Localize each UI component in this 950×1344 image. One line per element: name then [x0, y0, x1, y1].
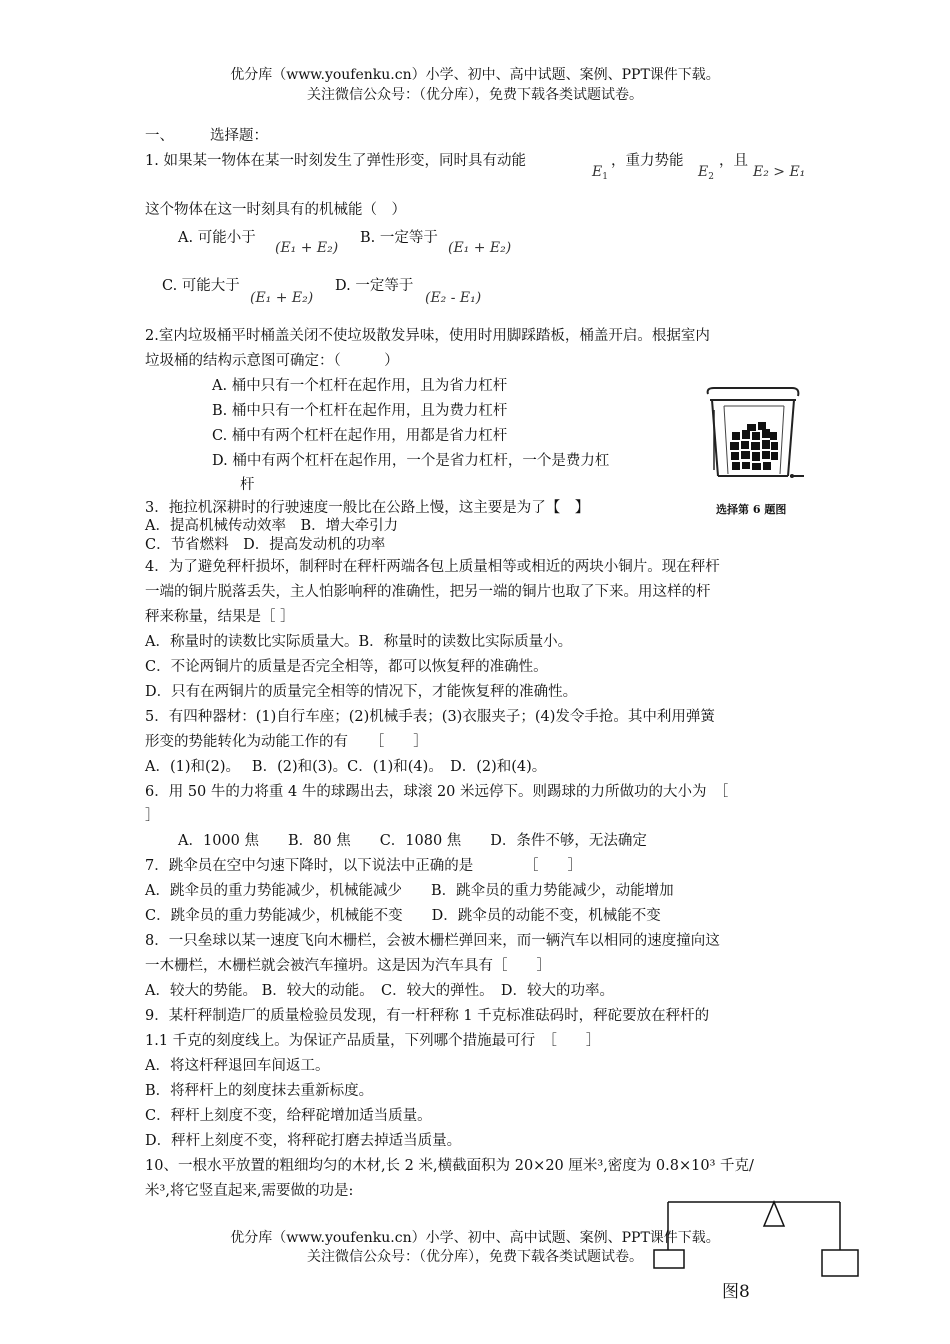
q1-option-a: A. 可能小于 — [178, 230, 256, 246]
q2-option-d-cont: 杆 — [240, 477, 255, 493]
q1-stem-c: ，且 — [719, 153, 748, 169]
q8-options: A．较大的势能。 B．较大的动能。 C．较大的弹性。 D．较大的功率。 — [145, 983, 614, 999]
q9-option-a: A．将这杆秤退回车间返工。 — [145, 1058, 330, 1074]
q6-stem-2: ］ — [145, 808, 160, 824]
q4-stem-2: 一端的铜片脱落丢失，主人怕影响秤的准确性，把另一端的铜片也取了下来。用这样的杆 — [145, 584, 711, 600]
q1-e2-sub: 2 — [708, 172, 714, 182]
q1-stem-b: ，重力势能 — [611, 153, 684, 169]
q1-e1-letter: E — [592, 164, 603, 180]
section-number: 一、 — [145, 128, 174, 144]
q8-stem-2: 一木栅栏，木栅栏就会被汽车撞坍。这是因为汽车具有［ ］ — [145, 958, 551, 974]
q2-stem-2: 垃圾桶的结构示意图可确定：（ ） — [145, 353, 399, 369]
q10-stem-2: 米³,将它竖直起来,需要做的功是: — [145, 1183, 354, 1199]
q9-option-c: C．秤杆上刻度不变，给秤砣增加适当质量。 — [145, 1108, 432, 1124]
q6-options: A．1000 焦 B．80 焦 C．1080 焦 D．条件不够，无法确定 — [178, 833, 647, 849]
q1-inequality: E₂ > E₁ — [753, 164, 806, 180]
q6-stem-1: 6．用 50 牛的力将重 4 牛的球踢出去，球滚 20 米远停下。则踢球的力所做功的大小为 ［ — [145, 784, 729, 800]
q4-option-d: D．只有在两铜片的质量完全相等的情况下，才能恢复秤的准确性。 — [145, 684, 578, 700]
q2-option-c: C. 桶中有两个杠杆在起作用，用都是省力杠杆 — [212, 428, 508, 444]
q1-stem-d: 这个物体在这一时刻具有的机械能（ ） — [145, 202, 406, 218]
q1-option-c-expr: (E₁ + E₂) — [250, 290, 314, 306]
q1-option-d-expr: (E₂ - E₁) — [425, 290, 482, 306]
q2-option-b: B. 桶中只有一个杠杆在起作用，且为费力杠杆 — [212, 403, 508, 419]
trash-bin-figure — [700, 380, 810, 495]
q5-stem-1: 5．有四种器材：(1)自行车座；(2)机械手表；(3)衣服夹子；(4)发令手抢。其中利用弹簧 — [145, 709, 715, 725]
footer-line-1: 优分库（www.youfenku.cn）小学、初中、高中试题、案例、PPT课件下载。 — [230, 1230, 720, 1246]
q1-option-b-expr: (E₁ + E₂) — [448, 240, 512, 256]
section-title: 选择题： — [210, 128, 268, 144]
q3-options-ab: A．提高机械传动效率 B．增大牵引力 — [145, 518, 399, 534]
q4-stem-1: 4．为了避免秤杆损坏，制秤时在秤杆两端各包上质量相等或相近的两块小铜片。现在秤杆 — [145, 559, 720, 575]
q3-options-cd: C．节省燃料 D．提高发动机的功率 — [145, 537, 386, 553]
q9-option-d: D．秤杆上刻度不变，将秤砣打磨去掉适当质量。 — [145, 1133, 462, 1149]
header-line-1: 优分库（www.youfenku.cn）小学、初中、高中试题、案例、PPT课件下载。 — [230, 67, 720, 83]
q7-stem: 7．跳伞员在空中匀速下降时，以下说法中正确的是 ［ ］ — [145, 858, 582, 874]
q9-stem-2: 1.1 千克的刻度线上。为保证产品质量，下列哪个措施最可行 ［ ］ — [145, 1033, 601, 1049]
q8-stem-1: 8．一只垒球以某一速度飞向木栅栏，会被木栅栏弹回来，而一辆汽车以相同的速度撞向这 — [145, 933, 720, 949]
q9-stem-1: 9．某杆秤制造厂的质量检验员发现，有一杆秤称 1 千克标准砝码时，秤砣要放在秤杆的 — [145, 1008, 710, 1024]
q7-options-cd: C．跳伞员的重力势能减少，机械能不变 D．跳伞员的动能不变，机械能不变 — [145, 908, 661, 924]
q5-stem-2: 形变的势能转化为动能工作的有 ［ ］ — [145, 734, 428, 750]
header-line-2: 关注微信公众号：（优分库），免费下载各类试题试卷。 — [307, 87, 643, 103]
q1-option-a-expr: (E₁ + E₂) — [275, 240, 339, 256]
q1-e1-sub: 1 — [602, 172, 608, 182]
q2-option-d: D. 桶中有两个杠杆在起作用，一个是省力杠杆，一个是费力杠 — [212, 453, 610, 469]
q1-option-c: C. 可能大于 — [162, 278, 240, 294]
q1-option-d: D. 一定等于 — [335, 278, 414, 294]
q9-option-b: B．将秤杆上的刻度抹去重新标度。 — [145, 1083, 374, 1099]
figure-8-label: 图8 — [722, 1282, 750, 1302]
q2-option-a: A. 桶中只有一个杠杆在起作用，且为省力杠杆 — [212, 378, 508, 394]
q4-option-c: C．不论两铜片的质量是否完全相等，都可以恢复秤的准确性。 — [145, 659, 548, 675]
q2-stem-1: 2.室内垃圾桶平时桶盖关闭不使垃圾散发异味，使用时用脚踩踏板，桶盖开启。根据室内 — [145, 328, 710, 344]
q3-stem: 3．拖拉机深耕时的行驶速度一般比在公路上慢，这主要是为了【 】 — [145, 500, 590, 516]
q1-e1 — [592, 162, 608, 187]
q5-options: A．(1)和(2)。 B．(2)和(3)。C．(1)和(4)。 D．(2)和(4)。 — [145, 759, 547, 775]
q1-stem-a: 1. 如果某一物体在某一时刻发生了弹性形变，同时具有动能 — [145, 153, 526, 169]
q4-stem-3: 秤来称量，结果是［ ］ — [145, 609, 295, 625]
q2-figure-caption: 选择第 6 题图 — [716, 503, 787, 516]
q4-options-ab: A．称量时的读数比实际质量大。B．称量时的读数比实际质量小。 — [145, 634, 573, 650]
q1-e2-letter: E — [698, 164, 709, 180]
q10-stem-1: 10、一根水平放置的粗细均匀的木材,长 2 米,横截面积为 20×20 厘米³,密度为 0.8×10³ 千克/ — [145, 1158, 754, 1174]
q1-option-b: B. 一定等于 — [360, 230, 438, 246]
q7-options-ab: A．跳伞员的重力势能减少，机械能减少 B．跳伞员的重力势能减少，动能增加 — [145, 883, 674, 899]
q1-e2 — [698, 162, 714, 187]
footer-line-2: 关注微信公众号：（优分库），免费下载各类试题试卷。 — [307, 1249, 643, 1265]
